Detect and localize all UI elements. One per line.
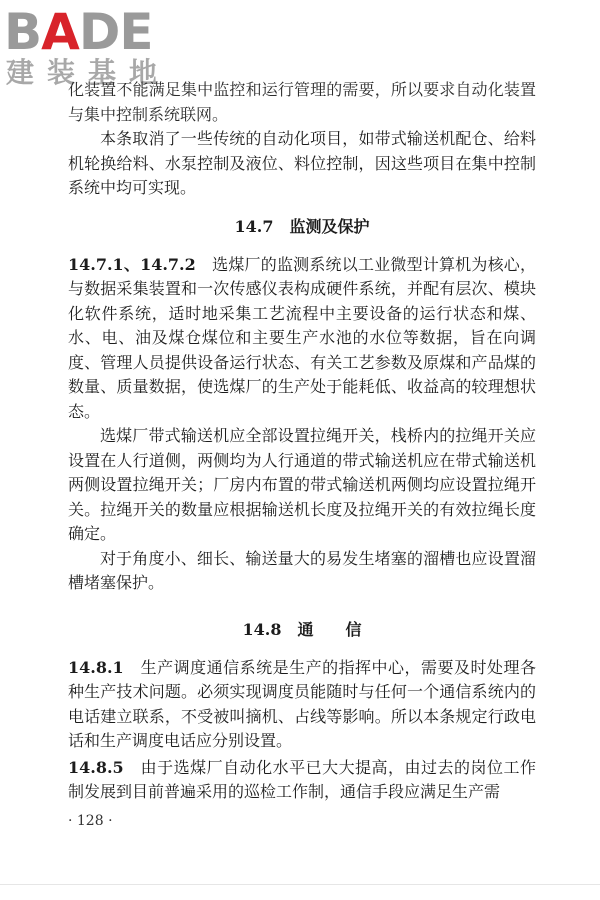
clause-text: 选煤厂的监测系统以工业微型计算机为核心，与数据采集装置和一次传感仪表构成硬件系统，并配有层次、模块化软件系统，适时地采集工艺流程中主要设备的运行状态和煤、水、电、油及煤仓煤位和主要生产水池的水位等数据，旨在向调度、管理人员提供设备运行状态、有关工艺参数及原煤和产品煤的数量、质量数据，使选煤厂的生产处于能耗低、收益高的较理想状态。 [68, 254, 536, 421]
paragraph-chute-protection: 对于角度小、细长、输送量大的易发生堵塞的溜槽也应设置溜槽堵塞保护。 [68, 548, 536, 592]
clause-number: 14.8.5 [68, 757, 124, 777]
section-heading-14-7: 14.7 监测及保护 [234, 216, 370, 236]
clause-14-7-1 [68, 253, 536, 425]
document-body [68, 78, 536, 805]
logo-chinese-text: 建装基地 [6, 56, 171, 89]
clause-14-8-1 [68, 656, 536, 754]
paragraph-pull-cord-switch: 选煤厂带式输送机应全部设置拉绳开关，栈桥内的拉绳开关应设置在人行道侧，两侧均为人行通道的带式输送机应在带式输送机两侧设置拉绳开关；厂房内布置的带式输送机两侧均应设置拉绳开关。拉绳开关的数量应根据输送机长度及拉绳开关的有效拉绳长度确定。 [68, 426, 536, 543]
clause-number: 14.7.1、14.7.2 [68, 254, 196, 274]
clause-text: 由于选煤厂自动化水平已大大提高，由过去的岗位工作制发展到目前普遍采用的巡检工作制，通信手段应满足生产需 [68, 757, 536, 801]
paragraph-continued: 化装置不能满足集中监控和运行管理的需要，所以要求自动化装置与集中控制系统联网。 [68, 80, 536, 124]
paragraph-cancelled-items: 本条取消了一些传统的自动化项目，如带式输送机配仓、给料机轮换给料、水泵控制及液位、料位控制，因这些项目在集中控制系统中均可实现。 [68, 129, 536, 197]
clause-14-8-5 [68, 756, 536, 805]
clause-text: 生产调度通信系统是生产的指挥中心，需要及时处理各种生产技术问题。必须实现调度员能随时与任何一个通信系统内的电话建立联系，不受被叫摘机、占线等影响。所以本条规定行政电话和生产调度电话应分别设置。 [68, 657, 536, 750]
clause-number: 14.8.1 [68, 657, 124, 677]
scan-edge-line [0, 884, 600, 885]
section-heading-14-8: 14.8 通 信 [242, 619, 362, 639]
page-number: · 128 · [68, 813, 113, 829]
logo-brand-text: BADE [4, 3, 153, 61]
